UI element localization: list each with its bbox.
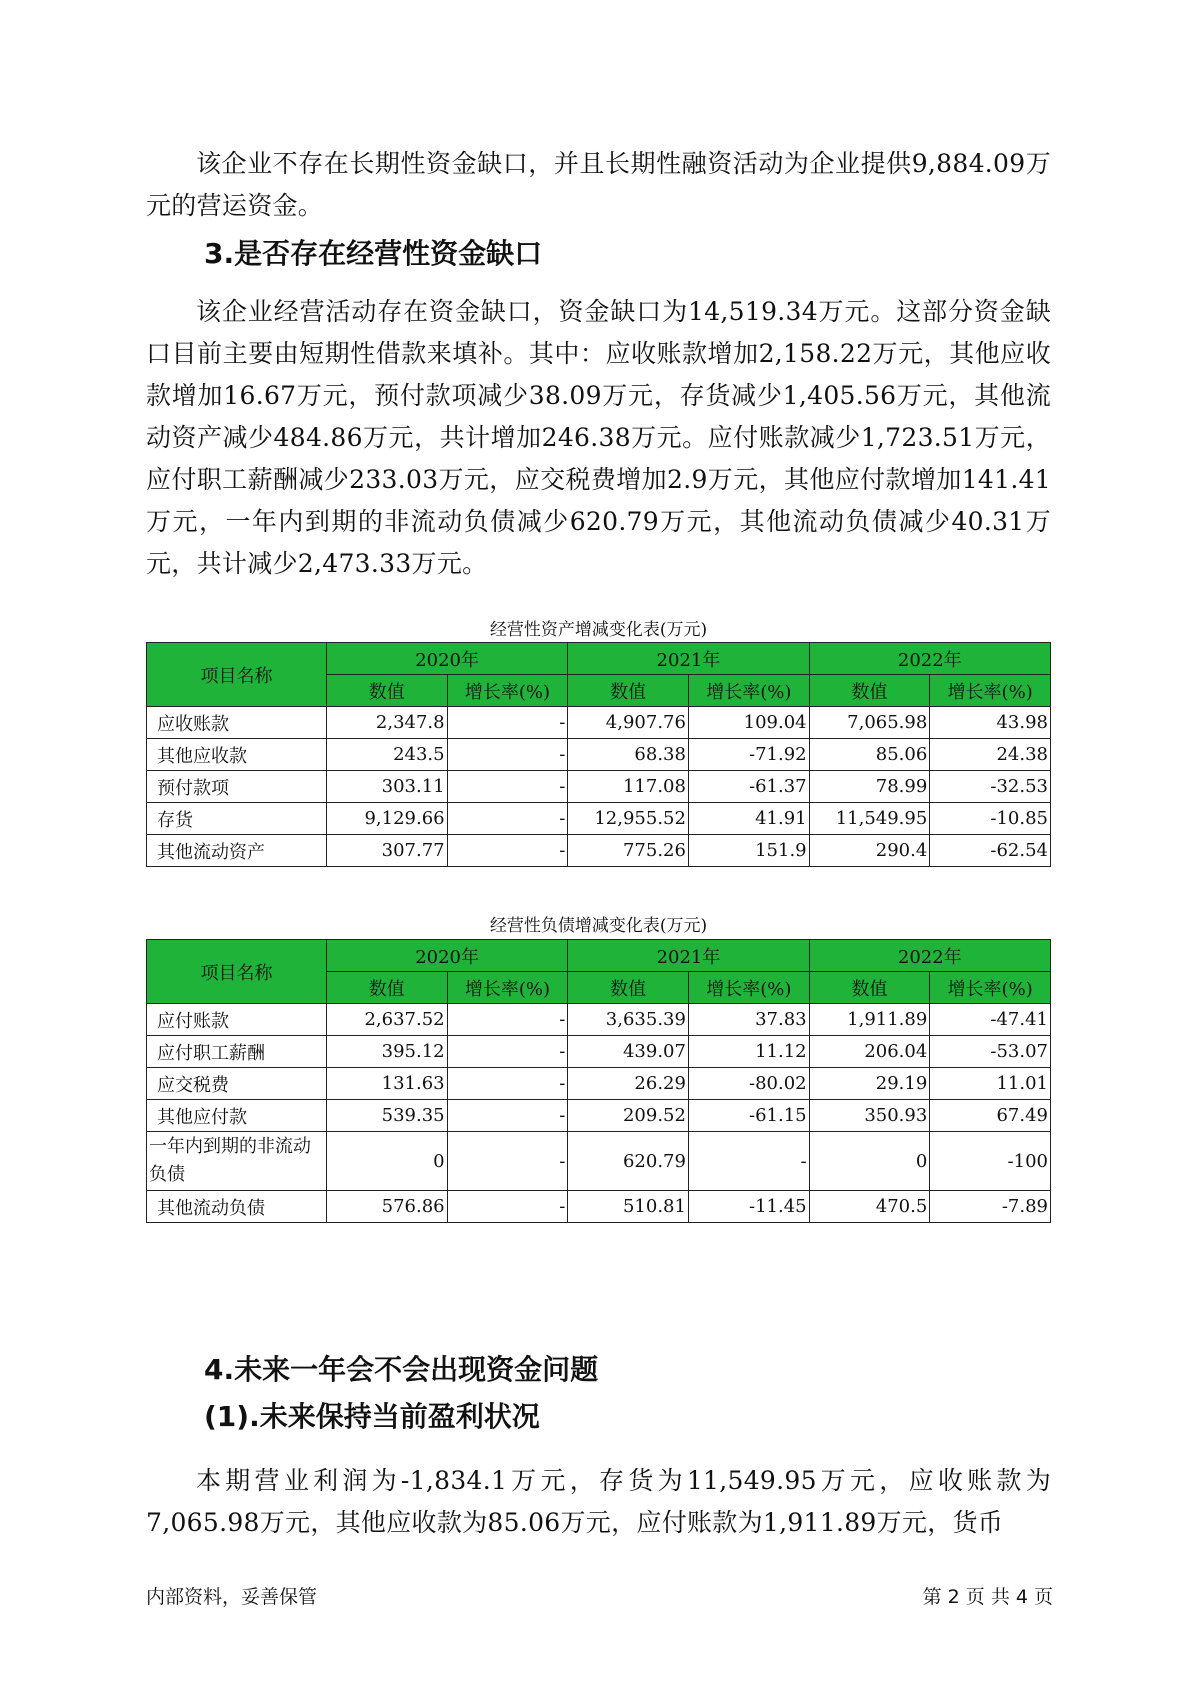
cell: -: [447, 707, 568, 739]
header-value: 数值: [809, 675, 930, 707]
row-label: 预付款项: [147, 771, 327, 803]
cell: 24.38: [930, 739, 1051, 771]
header-value: 数值: [809, 972, 930, 1004]
cell: -61.15: [688, 1100, 809, 1132]
header-growth: 增长率(%): [447, 972, 568, 1004]
assets-table-caption: 经营性资产增减变化表(万元): [489, 620, 708, 640]
cell: -: [688, 1132, 809, 1191]
cell: -53.07: [930, 1036, 1051, 1068]
cell: 11,549.95: [809, 803, 930, 835]
header-growth: 增长率(%): [447, 675, 568, 707]
row-label: 其他应收款: [147, 739, 327, 771]
table-row: [147, 707, 1051, 739]
row-label: 存货: [147, 803, 327, 835]
header-growth: 增长率(%): [930, 675, 1051, 707]
header-year: 2020年: [326, 643, 567, 675]
table-row: [147, 1100, 1051, 1132]
cell: -: [447, 739, 568, 771]
cell: -62.54: [930, 835, 1051, 867]
header-item-name: 项目名称: [147, 940, 327, 1004]
cell: 1,911.89: [809, 1004, 930, 1036]
section-4-paragraph: 本期营业利润为-1,834.1万元，存货为11,549.95万元，应收账款为7,065.98万元，其他应收款为85.06万元，应付账款为1,911.89万元，货币: [146, 1466, 1051, 1537]
cell: 68.38: [568, 739, 689, 771]
cell: -61.37: [688, 771, 809, 803]
header-growth: 增长率(%): [930, 972, 1051, 1004]
cell: -: [447, 1036, 568, 1068]
section-3-heading: 3.是否存在经营性资金缺口: [204, 237, 543, 270]
cell: -: [447, 1068, 568, 1100]
cell: 41.91: [688, 803, 809, 835]
cell: 67.49: [930, 1100, 1051, 1132]
table-row: [147, 1004, 1051, 1036]
cell: 11.01: [930, 1068, 1051, 1100]
table-row: [147, 1132, 1051, 1191]
cell: 4,907.76: [568, 707, 689, 739]
cell: -: [447, 1100, 568, 1132]
cell: 3,635.39: [568, 1004, 689, 1036]
cell: 470.5: [809, 1191, 930, 1223]
cell: -80.02: [688, 1068, 809, 1100]
header-item-name: 项目名称: [147, 643, 327, 707]
cell: 209.52: [568, 1100, 689, 1132]
table-row: [147, 1191, 1051, 1223]
cell: 37.83: [688, 1004, 809, 1036]
header-year: 2021年: [568, 643, 809, 675]
cell: 0: [326, 1132, 447, 1191]
cell: -47.41: [930, 1004, 1051, 1036]
header-value: 数值: [568, 675, 689, 707]
cell: 109.04: [688, 707, 809, 739]
row-label: 应交税费: [147, 1068, 327, 1100]
row-label: 一年内到期的非流动负债: [147, 1132, 327, 1191]
header-year: 2020年: [326, 940, 567, 972]
cell: 151.9: [688, 835, 809, 867]
cell: 43.98: [930, 707, 1051, 739]
header-value: 数值: [326, 972, 447, 1004]
cell: 131.63: [326, 1068, 447, 1100]
table-row: [147, 771, 1051, 803]
footer-page-number: 第 2 页 共 4 页: [922, 1586, 1053, 1608]
intro-paragraph: 该企业不存在长期性资金缺口，并且长期性融资活动为企业提供9,884.09万元的营运资金。: [146, 149, 1051, 220]
header-growth: 增长率(%): [688, 675, 809, 707]
cell: 206.04: [809, 1036, 930, 1068]
cell: 439.07: [568, 1036, 689, 1068]
row-label: 应收账款: [147, 707, 327, 739]
cell: -: [447, 835, 568, 867]
section-4-subheading: (1).未来保持当前盈利状况: [204, 1400, 540, 1433]
cell: -100: [930, 1132, 1051, 1191]
row-label: 其他流动资产: [147, 835, 327, 867]
liabilities-table-caption: 经营性负债增减变化表(万元): [489, 916, 708, 936]
cell: 78.99: [809, 771, 930, 803]
liabilities-table: [146, 939, 1051, 1223]
table-row: [147, 739, 1051, 771]
cell: 539.35: [326, 1100, 447, 1132]
table-row: [147, 1036, 1051, 1068]
header-year: 2022年: [809, 643, 1050, 675]
cell: 395.12: [326, 1036, 447, 1068]
header-growth: 增长率(%): [688, 972, 809, 1004]
cell: 620.79: [568, 1132, 689, 1191]
header-year: 2022年: [809, 940, 1050, 972]
cell: 290.4: [809, 835, 930, 867]
cell: -: [447, 1191, 568, 1223]
header-year: 2021年: [568, 940, 809, 972]
cell: 510.81: [568, 1191, 689, 1223]
cell: -: [447, 1004, 568, 1036]
cell: 117.08: [568, 771, 689, 803]
cell: 2,637.52: [326, 1004, 447, 1036]
cell: 576.86: [326, 1191, 447, 1223]
row-label: 应付职工薪酬: [147, 1036, 327, 1068]
cell: -10.85: [930, 803, 1051, 835]
row-label: 其他应付款: [147, 1100, 327, 1132]
row-label: 其他流动负债: [147, 1191, 327, 1223]
cell: -: [447, 1132, 568, 1191]
header-value: 数值: [326, 675, 447, 707]
table-row: [147, 1068, 1051, 1100]
footer-confidential-note: 内部资料，妥善保管: [146, 1586, 318, 1608]
cell: 26.29: [568, 1068, 689, 1100]
row-label: 应付账款: [147, 1004, 327, 1036]
header-value: 数值: [568, 972, 689, 1004]
cell: 85.06: [809, 739, 930, 771]
cell: -71.92: [688, 739, 809, 771]
assets-table: [146, 642, 1051, 867]
table-row: [147, 835, 1051, 867]
cell: -7.89: [930, 1191, 1051, 1223]
cell: 303.11: [326, 771, 447, 803]
cell: 243.5: [326, 739, 447, 771]
section-4-heading: 4.未来一年会不会出现资金问题: [204, 1353, 599, 1386]
cell: -32.53: [930, 771, 1051, 803]
table-row: [147, 803, 1051, 835]
cell: 775.26: [568, 835, 689, 867]
cell: -: [447, 771, 568, 803]
cell: 11.12: [688, 1036, 809, 1068]
cell: 7,065.98: [809, 707, 930, 739]
cell: 350.93: [809, 1100, 930, 1132]
cell: 307.77: [326, 835, 447, 867]
cell: 2,347.8: [326, 707, 447, 739]
cell: 0: [809, 1132, 930, 1191]
section-3-paragraph: 该企业经营活动存在资金缺口，资金缺口为14,519.34万元。这部分资金缺口目前主要由短期性借款来填补。其中：应收账款增加2,158.22万元，其他应收款增加16.67万元，预付款项减少38.09万元，存货减少1,405.56万元，其他流动资产减少484.86万元，共计增加246.38万元。应付账款减少1,723.51万元，应付职工薪酬减少233.03万元，应交税费增加2.9万元，其他应付款增加141.41万元，一年内到期的非流动负债减少620.79万元，其他流动负债减少40.31万元，共计减少2,473.33万元。: [146, 297, 1051, 578]
cell: -: [447, 803, 568, 835]
cell: 29.19: [809, 1068, 930, 1100]
cell: -11.45: [688, 1191, 809, 1223]
cell: 12,955.52: [568, 803, 689, 835]
cell: 9,129.66: [326, 803, 447, 835]
